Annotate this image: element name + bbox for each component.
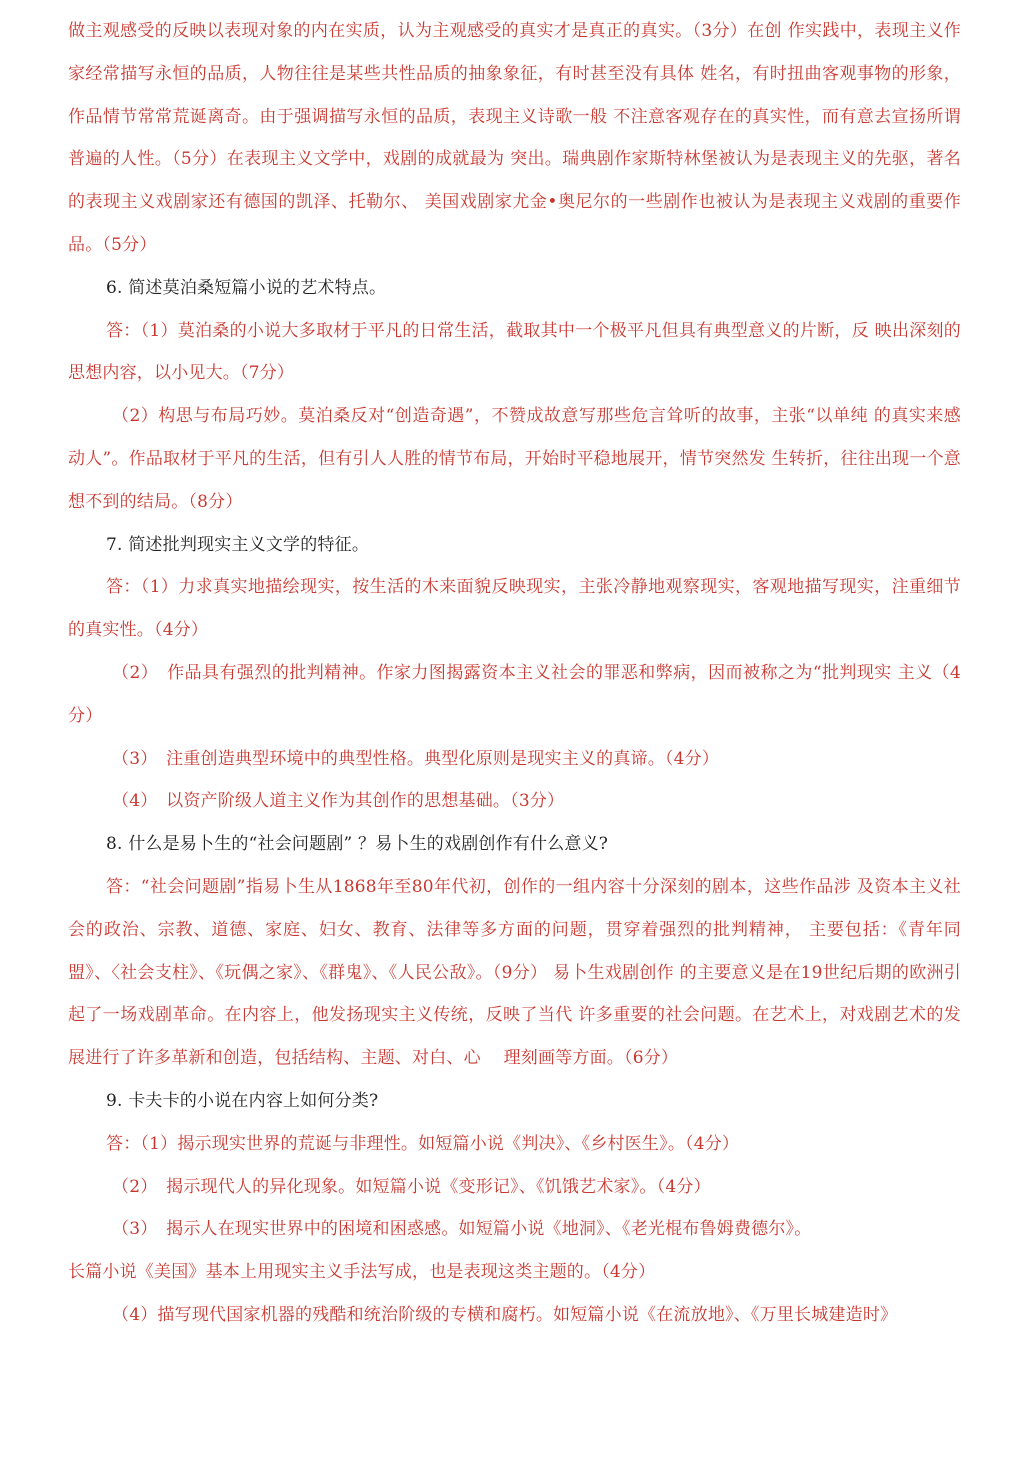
question-9: 9. 卡夫卡的小说在内容上如何分类? (106, 1090, 379, 1111)
answer-6-part-2: （2）构思与布局巧妙。莫泊桑反对“创造奇遇”，不赞成故意写那些危言耸听的故事，主张“以单纯 的真实来感动人”。作品取材于平凡的生活，但有引人人胜的情节布局，开始时平稳地展开，情节突然发 生转折，往往出现一个意想不到的结局。（8分） (68, 406, 961, 512)
answer-9-part-2: （2） 揭示现代人的异化现象。如短篇小说《变形记》、《饥饿艺术家》。（4分） (112, 1176, 711, 1197)
answer-6-part-1: 答：（1）莫泊桑的小说大多取材于平凡的日常生活，截取其中一个极平凡但具有典型意义的片断，反 映出深刻的思想内容，以小见大。（7分） (68, 320, 961, 384)
question-8: 8. 什么是易卜生的“社会问题剧” ？易卜生的戏剧创作有什么意义? (106, 834, 609, 855)
answer-8: 答：“社会问题剧”指易卜生从1868年至80年代初，创作的一组内容十分深刻的剧本，这些作品涉 及资本主义社会的政治、宗教、道德、家庭、妇女、教育、法律等多方面的问题，贯穿着强烈的批判精神， 主要包括：《青年同盟》、〈社会支柱》、《玩偶之家》、《群鬼》、《人民公敌》。（9分） 易卜生戏剧创作 的主要意义是在19世纪后期的欧洲引起了一场戏剧革命。在内容上，他发扬现实主义传统，反映了当代 许多重要的社会问题。在艺术上，对戏剧艺术的发展进行了许多革新和创造，包括结构、主题、对白、心 理刻画等方面。（6分） (68, 876, 961, 1069)
expressionism-answer-paragraph: 做主观感受的反映以表现对象的内在实质，认为主观感受的真实才是真正的真实。（3分）在创 作实践中，表现主义作家经常描写永恒的品质，人物往往是某些共性品质的抽象象征，有时甚至没有具体 姓名，有时扭曲客观事物的形象，作品情节常常荒诞离奇。由于强调描写永恒的品质，表现主义诗歌一般 不注意客观存在的真实性，而有意去宣扬所谓普遍的人性。（5分）在表现主义文学中，戏剧的成就最为 突出。瑞典剧作家斯特林堡被认为是表现主义的先驱，著名的表现主义戏剧家还有德国的凯泽、托勒尔、 美国戏剧家尤金•奥尼尔的一些剧作也被认为是表现主义戏剧的重要作品。（5分） (68, 21, 961, 255)
document-page (68, 10, 961, 1337)
answer-7-part-3: （3） 注重创造典型环境中的典型性格。典型化原则是现实主义的真谛。（4分） (112, 748, 720, 769)
answer-7-part-2: （2） 作品具有强烈的批判精神。作家力图揭露资本主义社会的罪恶和弊病，因而被称之为“批判现实 主义（4分） (68, 662, 961, 726)
answer-7-part-4: （4） 以资产阶级人道主义作为其创作的思想基础。（3分） (112, 791, 565, 812)
question-7: 7. 简述批判现实主义文学的特征。 (106, 534, 370, 555)
answer-7-part-1: 答：（1）力求真实地描绘现实，按生活的木来面貌反映现实，主张冷静地观察现实，客观地描写现实，注重细节的真实性。（4分） (68, 577, 961, 641)
answer-9-part-1: 答：（1）揭示现实世界的荒诞与非理性。如短篇小说《判决》、《乡村医生》。（4分） (106, 1133, 740, 1154)
answer-9-part-3: （3） 揭示人在现实世界中的困境和困惑感。如短篇小说《地洞》、《老光棍布鲁姆费德尔》。 (112, 1219, 812, 1240)
answer-9-part-3-continuation: 长篇小说《美国》基本上用现实主义手法写成，也是表现这类主题的。（4分） (68, 1262, 656, 1283)
answer-9-part-4: （4）描写现代国家机器的残酷和统治阶级的专横和腐朽。如短篇小说《在流放地》、《万里长城建造时》 (112, 1304, 898, 1325)
question-6: 6. 简述莫泊桑短篇小说的艺术特点。 (106, 277, 387, 298)
